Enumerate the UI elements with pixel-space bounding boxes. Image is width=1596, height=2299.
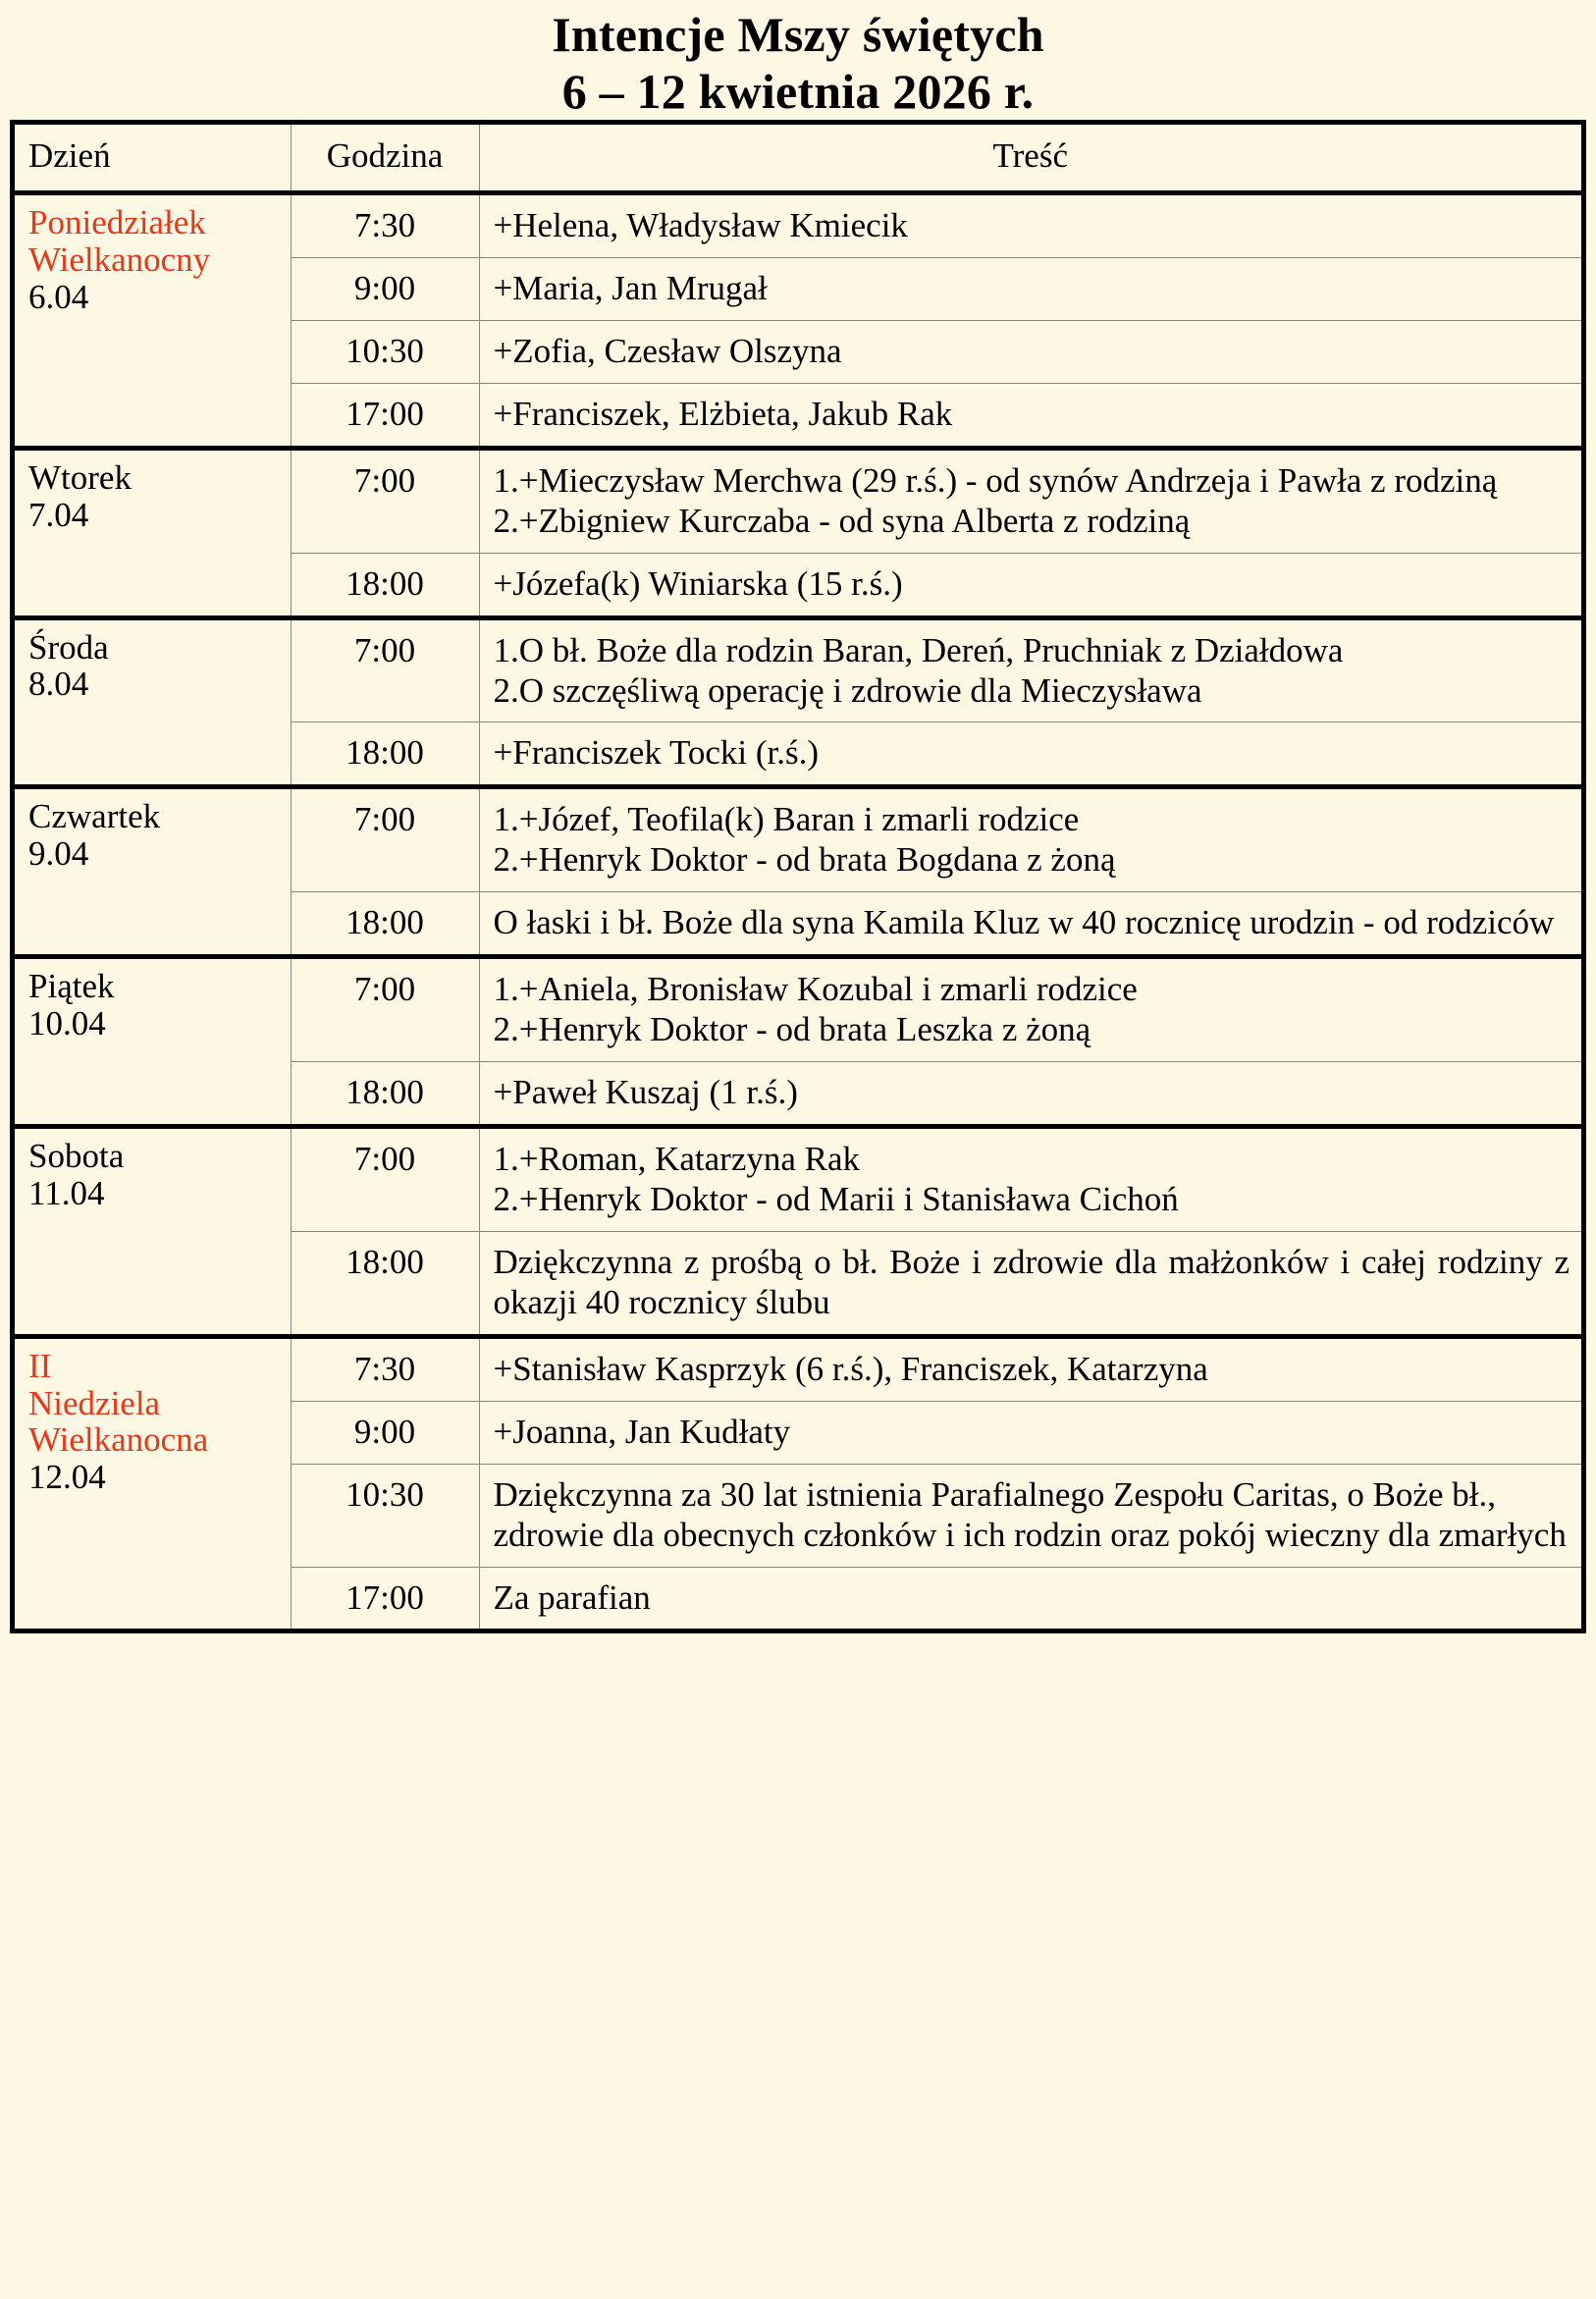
day-name: Sobota: [28, 1137, 125, 1175]
mass-time: 10:30: [291, 320, 479, 383]
mass-time: 18:00: [291, 722, 479, 787]
day-cell: [15, 193, 291, 449]
table-row: [15, 787, 1581, 892]
mass-intention: [479, 787, 1581, 892]
intention-line: +Helena, Władysław Kmiecik: [493, 206, 908, 244]
day-date: 12.04: [28, 1458, 106, 1497]
intention-line: Za parafian: [493, 1577, 651, 1617]
mass-intention: [479, 957, 1581, 1062]
day-cell: [15, 617, 291, 787]
day-cell: [15, 1336, 291, 1629]
day-cell: [15, 448, 291, 617]
intention-line: 1.+Józef, Teofila(k) Baran i zmarli rodzice: [493, 800, 1080, 839]
day-date: 6.04: [28, 277, 89, 316]
mass-intention: [479, 1127, 1581, 1232]
day-cell: [15, 787, 291, 957]
table-row: [15, 193, 1581, 258]
table-row: [15, 617, 1581, 722]
intention-line: +Franciszek Tocki (r.ś.): [493, 733, 820, 773]
mass-intention: [479, 1336, 1581, 1401]
mass-intention: [479, 448, 1581, 553]
intention-line: +Zofia, Czesław Olszyna: [493, 331, 842, 370]
mass-intention: [479, 617, 1581, 722]
day-name: Wtorek: [28, 457, 132, 497]
mass-time: 7:30: [291, 193, 479, 258]
schedule-table-frame: [10, 120, 1586, 1633]
table-header: [15, 125, 1581, 193]
day-name: II Niedziela Wielkanocna: [28, 1346, 209, 1460]
mass-time: 18:00: [291, 1231, 479, 1336]
intention-line: +Maria, Jan Mrugał: [493, 268, 768, 307]
intention-line: Dziękczynna za 30 lat istnienia Parafialnego Zespołu Caritas, o Boże bł., zdrowie dla obecnych członków i ich rodzin oraz pokój wieczny dla zmarłych: [493, 1474, 1567, 1554]
mass-intention: [479, 722, 1581, 787]
mass-intention: [479, 257, 1581, 320]
intention-line: +Franciszek, Elżbieta, Jakub Rak: [493, 394, 953, 433]
mass-time: 18:00: [291, 553, 479, 617]
column-header-content: Treść: [479, 125, 1581, 193]
day-date: 9.04: [28, 834, 89, 874]
day-name: Poniedziałek Wielkanocny: [28, 203, 211, 279]
mass-time: 17:00: [291, 383, 479, 448]
intention-line: O łaski i bł. Boże dla syna Kamila Kluz w 40 rocznicę urodzin - od rodziców: [493, 903, 1555, 942]
mass-time: 7:00: [291, 1127, 479, 1232]
day-date: 10.04: [28, 1003, 106, 1043]
title-line-1: Intencje Mszy świętych: [552, 7, 1044, 62]
intention-line: +Stanisław Kasprzyk (6 r.ś.), Franciszek, Katarzyna: [493, 1349, 1208, 1388]
intention-line: 2.O szczęśliwą operację i zdrowie dla Mieczysława: [493, 670, 1202, 710]
mass-intention: [479, 553, 1581, 617]
page-title: [0, 0, 1596, 120]
day-name: Czwartek: [28, 797, 161, 836]
mass-time: 7:00: [291, 617, 479, 722]
mass-intention: [479, 193, 1581, 258]
mass-time: 10:30: [291, 1464, 479, 1567]
mass-intention: [479, 383, 1581, 448]
mass-intention: [479, 1062, 1581, 1127]
title-line-2: 6 – 12 kwietnia 2026 r.: [561, 64, 1035, 119]
column-header-time: Godzina: [291, 125, 479, 193]
intention-line: 1.+Aniela, Bronisław Kozubal i zmarli rodzice: [493, 970, 1138, 1009]
intention-line: 1.O bł. Boże dla rodzin Baran, Dereń, Pruchniak z Działdowa: [493, 630, 1344, 669]
intention-line: 2.+Henryk Doktor - od Marii i Stanisława Cichoń: [493, 1179, 1179, 1218]
intention-line: 1.+Roman, Katarzyna Rak: [493, 1140, 861, 1178]
table-row: [15, 1336, 1581, 1401]
intention-line: +Joanna, Jan Kudłaty: [493, 1412, 791, 1451]
mass-time: 7:00: [291, 957, 479, 1062]
mass-schedule-table: [15, 125, 1581, 1629]
mass-intention: [479, 1401, 1581, 1464]
mass-intention: [479, 1567, 1581, 1629]
day-date: 7.04: [28, 495, 89, 534]
mass-intention: [479, 1464, 1581, 1567]
mass-intention: [479, 1231, 1581, 1336]
mass-intention: [479, 892, 1581, 957]
column-header-day: Dzień: [15, 125, 291, 193]
day-name: Środa: [28, 627, 109, 667]
mass-time: 7:30: [291, 1336, 479, 1401]
table-row: [15, 448, 1581, 553]
mass-time: 7:00: [291, 787, 479, 892]
mass-time: 18:00: [291, 1062, 479, 1127]
day-date: 11.04: [28, 1173, 105, 1212]
intention-line: +Józefa(k) Winiarska (15 r.ś.): [493, 563, 903, 603]
day-cell: [15, 957, 291, 1127]
intention-line: 2.+Zbigniew Kurczaba - od syna Alberta z rodziną: [493, 501, 1191, 540]
mass-time: 17:00: [291, 1567, 479, 1629]
table-row: [15, 957, 1581, 1062]
mass-intention: [479, 320, 1581, 383]
table-body: [15, 193, 1581, 1630]
day-cell: [15, 1127, 291, 1337]
mass-time: 7:00: [291, 448, 479, 553]
table-row: [15, 1127, 1581, 1232]
header-row: [15, 125, 1581, 193]
day-date: 8.04: [28, 665, 89, 704]
intention-line: +Paweł Kuszaj (1 r.ś.): [493, 1073, 798, 1112]
mass-time: 18:00: [291, 892, 479, 957]
mass-time: 9:00: [291, 257, 479, 320]
day-name: Piątek: [28, 967, 115, 1006]
intention-line: 1.+Mieczysław Merchwa (29 r.ś.) - od synów Andrzeja i Pawła z rodziną: [493, 460, 1498, 500]
intention-line: 2.+Henryk Doktor - od brata Leszka z żoną: [493, 1010, 1091, 1049]
intention-line: Dziękczynna z prośbą o bł. Boże i zdrowie dla małżonków i całej rodziny z okazji 40 rocznicy ślubu: [493, 1242, 1569, 1321]
mass-time: 9:00: [291, 1401, 479, 1464]
intention-line: 2.+Henryk Doktor - od brata Bogdana z żoną: [493, 840, 1116, 880]
